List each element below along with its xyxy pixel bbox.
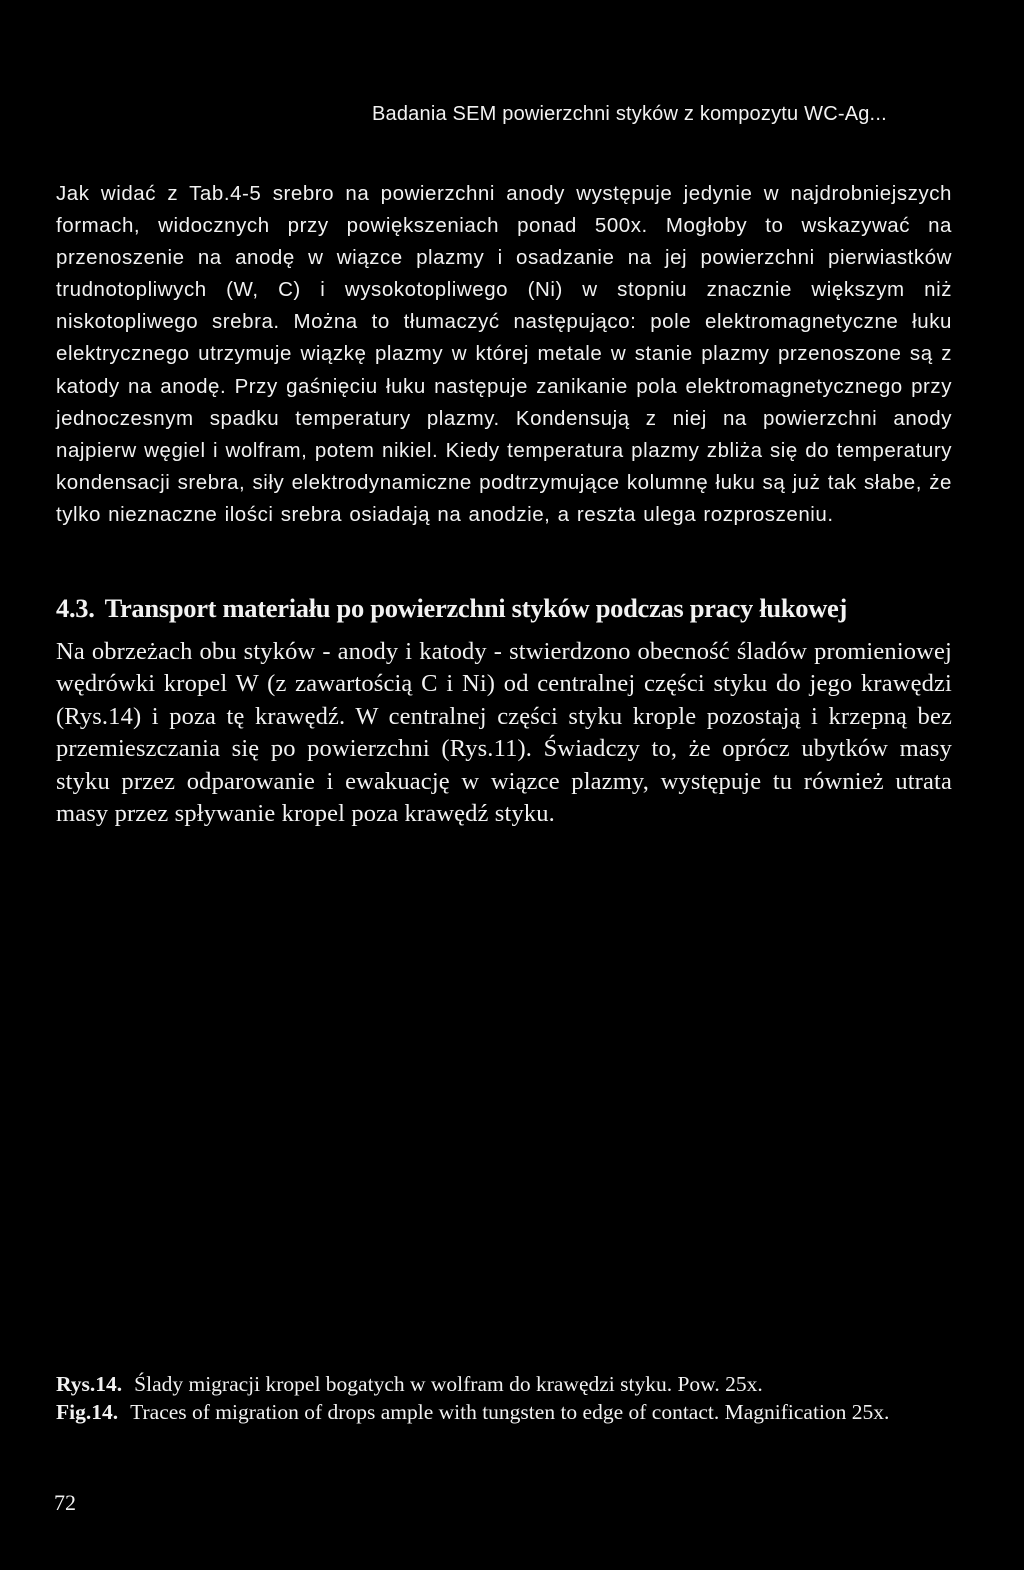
section-title: Transport materiału po powierzchni styków podczas pracy łukowej [104, 593, 848, 623]
section-heading [56, 590, 956, 626]
running-header: Badania SEM powierzchni styków z kompozytu WC-Ag... [372, 103, 887, 125]
caption-en-text: Traces of migration of drops ample with tungsten to edge of contact. Magnification 25x. [130, 1400, 890, 1424]
body-paragraph-2: Na obrzeżach obu styków - anody i katody - stwierdzono obecność śladów promieniowej wędrówki kropel W (z zawartością C i Ni) od centralnej części styku do jego krawędzi (Rys.14) i poza tę krawędź. W centralnej części styku krople pozostają i krzepną bez przemieszczania się po powierzchni (Rys.11). Świadczy to, że oprócz ubytków masy styku przez odparowanie i ewakuację w wiązce plazmy, występuje tu również utrata masy przez spływanie kropel poza krawędź styku. [56, 638, 952, 828]
caption-pl-text: Ślady migracji kropel bogatych w wolfram do krawędzi styku. Pow. 25x. [134, 1372, 763, 1396]
section-number: 4.3. [56, 593, 95, 623]
figure-caption-en [56, 1398, 946, 1426]
page-number: 72 [54, 1490, 76, 1515]
caption-en-label: Fig.14. [56, 1400, 119, 1424]
figure-area [56, 880, 956, 1350]
body-paragraph-1: Jak widać z Tab.4-5 srebro na powierzchni anody występuje jedynie w najdrobniejszych formach, widocznych przy powiększeniach ponad 500x. Mogłoby to wskazywać na przenoszenie na anodę w wiązce plazmy i osadzanie na jej powierzchni pierwiastków trudnotopliwych (W, C) i wysokotopliwego (Ni) w stopniu znacznie większym niż niskotopliwego srebra. Można to tłumaczyć następująco: pole elektromagnetyczne łuku elektrycznego utrzymuje wiązkę plazmy w której metale w stanie plazmy przenoszone są z katody na anodę. Przy gaśnięciu łuku następuje zanikanie pola elektromagnetycznego przy jednoczesnym spadku temperatury plazmy. Kondensują z niej na powierzchni anody najpierw węgiel i wolfram, potem nikiel. Kiedy temperatura plazmy zbliża się do temperatury kondensacji srebra, siły elektrodynamiczne podtrzymujące kolumnę łuku są już tak słabe, że tylko nieznaczne ilości srebra osiadają na anodzie, a reszta ulega rozproszeniu. [56, 182, 952, 526]
caption-pl-label: Rys.14. [56, 1372, 123, 1396]
figure-caption-pl [56, 1370, 956, 1398]
